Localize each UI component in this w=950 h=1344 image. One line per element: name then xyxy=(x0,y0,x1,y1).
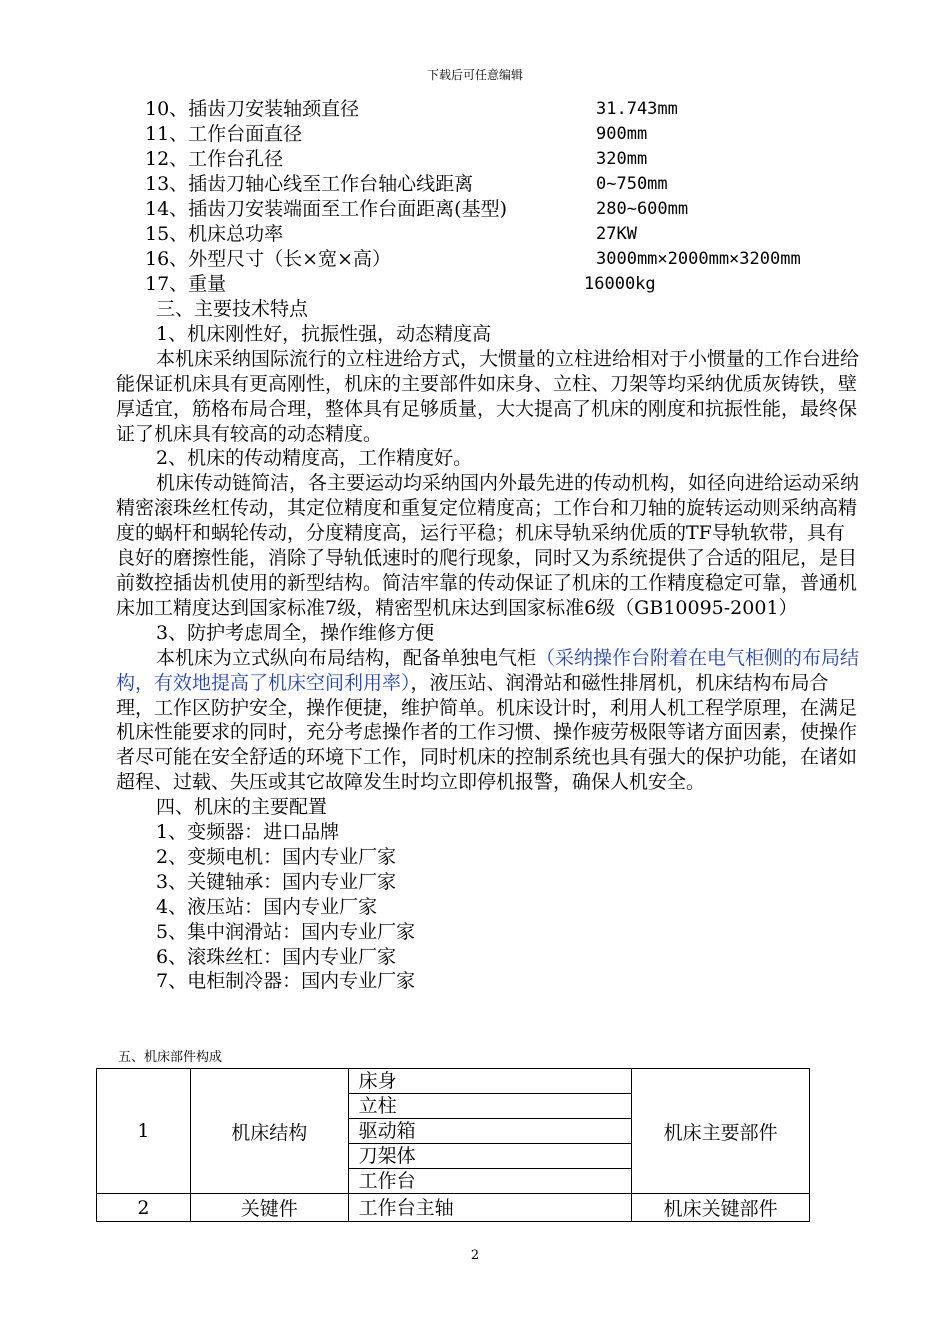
spec-label: 14、插齿刀安装端面至工作台面距离(基型) xyxy=(145,198,508,220)
paragraph-text: ，液压站、润滑站和磁性排屑机，机床结构布局合理，工作区防护安全，操作便捷，维护简单。机床设计时，利用人机工程学原理，在满足机床性能要求的同时，充分考虑操作者的工作习惯、操作疲劳极限等诸方面因素，使操作者尽可能在安全舒适的环境下工作，同时机床的控制系统也具有强大的保护功能，在诸如超程、过载、失压或其它故障发生时均立即停机报警，确保人机安全。 xyxy=(116,671,858,794)
paragraph: 本机床采纳国际流行的立柱进给方式，大惯量的立柱进给相对于小惯量的工作台进给能保证机床具有更高刚性，机床的主要部件如床身、立柱、刀架等均采纳优质灰铸铁，壁厚适宜，筋格布局合理，整体具有足够质量，大大提高了机床的刚度和抗振性能，最终保证了机床具有较高的动态精度。 xyxy=(116,347,860,445)
spec-label: 11、工作台面直径 xyxy=(145,123,303,145)
spec-value: 3000mm×2000mm×3200mm xyxy=(596,249,801,269)
spec-label: 16、外型尺寸（长×宽×高） xyxy=(145,248,392,270)
part-cell: 床身 xyxy=(348,1069,632,1094)
config-item: 2、变频电机：国内专业厂家 xyxy=(156,845,397,868)
part-cell: 工作台 xyxy=(348,1169,632,1194)
part-cell: 刀架体 xyxy=(348,1144,632,1169)
spec-value: 900mm xyxy=(596,124,648,144)
spec-value: 280~600mm xyxy=(596,199,689,219)
config-item: 6、滚珠丝杠：国内专业厂家 xyxy=(156,945,397,968)
section-heading: 四、机床的主要配置 xyxy=(156,796,328,819)
row-number: 1 xyxy=(97,1069,191,1194)
spec-label: 13、插齿刀轴心线至工作台轴心线距离 xyxy=(145,173,474,195)
remark-cell: 机床关键部件 xyxy=(632,1194,810,1222)
spec-value: 16000kg xyxy=(584,274,656,294)
spec-value: 27KW xyxy=(596,224,637,244)
section-heading: 三、主要技术特点 xyxy=(156,298,309,320)
part-cell: 驱动箱 xyxy=(348,1119,632,1144)
part-cell: 工作台主轴 xyxy=(348,1194,632,1222)
table-caption: 五、机床部件构成 xyxy=(118,1050,223,1065)
config-item: 7、电柜制冷器：国内专业厂家 xyxy=(156,970,416,993)
document-body xyxy=(116,297,860,994)
parts-table xyxy=(96,1068,810,1222)
group-cell: 机床结构 xyxy=(190,1069,348,1194)
config-item: 5、集中润滑站：国内专业厂家 xyxy=(156,920,416,943)
page-number: 2 xyxy=(470,1248,480,1263)
spec-value: 320mm xyxy=(596,149,648,169)
subsection-heading: 1、机床刚性好，抗振性强，动态精度高 xyxy=(156,322,492,345)
config-item: 4、液压站：国内专业厂家 xyxy=(156,895,378,918)
table-row xyxy=(97,1194,810,1222)
spec-value: 31.743mm xyxy=(596,99,678,119)
part-cell: 立柱 xyxy=(348,1094,632,1119)
page-header: 下载后可任意编辑 xyxy=(426,68,523,82)
spec-value: 0~750mm xyxy=(596,174,668,194)
remark-cell: 机床主要部件 xyxy=(632,1069,810,1194)
paragraph xyxy=(116,646,860,795)
highlighted-text: （采纳操作台附着在电气柜侧的布局结构，有效地提高了机床空间利用率） xyxy=(116,646,860,694)
table-row xyxy=(97,1069,810,1094)
config-item: 3、关键轴承：国内专业厂家 xyxy=(156,870,397,893)
subsection-heading: 2、机床的传动精度高，工作精度好。 xyxy=(156,447,473,470)
spec-label: 12、工作台孔径 xyxy=(145,148,284,170)
spec-label: 17、重量 xyxy=(145,273,227,295)
paragraph-text: 本机床为立式纵向布局结构，配备单独电气柜 xyxy=(156,646,537,669)
row-number: 2 xyxy=(97,1194,191,1222)
config-item: 1、变频器：进口品牌 xyxy=(156,821,340,844)
group-cell: 关键件 xyxy=(190,1194,348,1222)
spec-label: 10、插齿刀安装轴颈直径 xyxy=(145,98,360,120)
spec-label: 15、机床总功率 xyxy=(145,223,284,245)
paragraph: 机床传动链简洁，各主要运动均采纳国内外最先进的传动机构，如径向进给运动采纳精密滚珠丝杠传动，其定位精度和重复定位精度高；工作台和刀轴的旋转运动则采纳高精度的蜗杆和蜗轮传动，分度精度高，运行平稳；机床导轨采纳优质的TF导轨软带，具有良好的磨擦性能，消除了导轨低速时的爬行现象，同时又为系统提供了合适的阻尼，是目前数控插齿机使用的新型结构。简洁牢靠的传动保证了机床的工作精度稳定可靠，普通机床加工精度达到国家标准7级，精密型机床达到国家标准6级（GB10095-2001） xyxy=(116,472,860,619)
subsection-heading: 3、防护考虑周全，操作维修方便 xyxy=(156,621,435,644)
